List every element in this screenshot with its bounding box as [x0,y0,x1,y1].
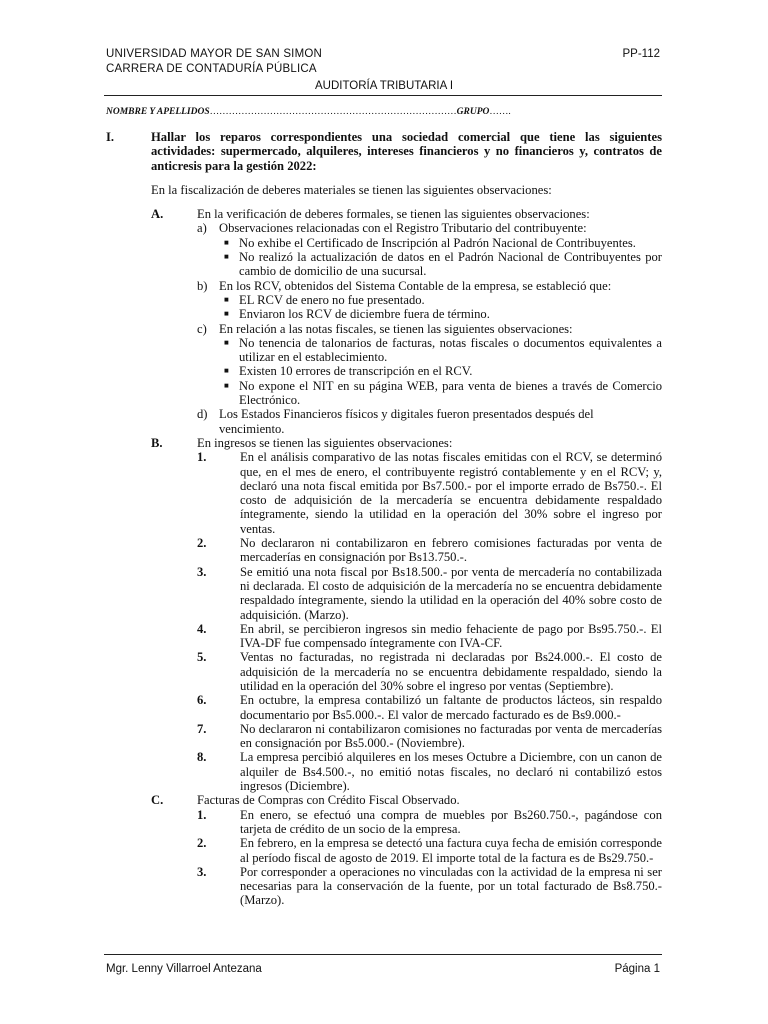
bullet-icon: ■ [224,380,229,390]
part-b-letter: B. [151,435,163,450]
list-item: 3. Por corresponder a operaciones no vinculadas con la actividad de la empresa ni ser necesarias para la conservación de la fuente, por un total facturado de Bs8.750.- (Marzo). [197,864,662,908]
section-title: Hallar los reparos correspondientes una sociedad comercial que tiene las siguientes actividades: supermercado, alquileres, intereses financieros y no financieros y, contratos de anticresis para la gestión 2022: [151,130,662,173]
list-item: ■ No tenencia de talonarios de facturas, notas fiscales o documentos equivalentes a utilizar en el establecimiento. [224,335,662,365]
list-item: a) Observaciones relacionadas con el Registro Tributario del contribuyente: [197,221,587,236]
list-item: ■ No expone el NIT en su página WEB, para venta de bienes a través de Comercio Electrónico. [224,378,662,408]
university-name: UNIVERSIDAD MAYOR DE SAN SIMON [106,48,323,60]
list-item: 1. En el análisis comparativo de las notas fiscales emitidas con el RCV, se determinó que, en el mes de enero, el contribuyente registró contablemente y en el RCV; y, declaró una nota fiscal emitida por Bs7.500.- por el importe errado de Bs750.-. El costo de adquisición de la mercadería se encuentra debidamente respaldado íntegramente, siendo la utilidad en la operación del 30% sobre el ingreso por ventas. [197,450,662,536]
part-c-heading [106,793,662,807]
list-item: 2. En febrero, en la empresa se detectó una factura cuya fecha de emisión corresponde al período fiscal de agosto de 2019. El importe total de la factura es de Bs29.750.- [197,836,662,865]
list-item: 1. En enero, se efectuó una compra de muebles por Bs260.750.-, pagándose con tarjeta de crédito de un socio de la empresa. [197,807,662,836]
bullet-icon: ■ [224,237,229,247]
list-item: 3. Se emitió una nota fiscal por Bs18.500.- por venta de mercadería no contabilizada ni declarada. El costo de adquisición de la mercadería no se encuentra debidamente respaldado íntegramente, siendo la utilidad en la operación del 40% sobre costo de adquisición. (Marzo). [197,564,662,622]
list-item: ■ No realizó la actualización de datos en el Padrón Nacional de Contribuyentes por cambio de domicilio de una sucursal. [224,250,662,279]
list-item: 2. No declararon ni contabilizaron en febrero comisiones facturadas por venta de mercaderías en consignación por Bs13.750.-. [197,536,662,565]
section-intro: En la fiscalización de deberes materiales se tienen las siguientes observaciones: [151,182,552,197]
footer-rule [104,954,662,955]
part-a-heading [106,207,662,221]
document-code: PP-112 [622,48,660,60]
career-name: CARRERA DE CONTADURÍA PÚBLICA [106,63,317,75]
list-item: 8. La empresa percibió alquileres en los meses Octubre a Diciembre, con un canon de alquiler de Bs4.500.-, no emitió notas fiscales, no declaró ni contabilizó estos ingresos (Diciembre). [197,750,662,794]
footer-author: Mgr. Lenny Villarroel Antezana [106,963,262,975]
section-number: I. [106,130,115,144]
name-label: NOMBRE Y APELLIDOS [106,107,210,117]
list-item: ■ Enviaron los RCV de diciembre fuera de término. [224,307,490,322]
part-c-text: Facturas de Compras con Crédito Fiscal Observado. [197,793,460,808]
list-item: d) Los Estados Financieros físicos y digitales fueron presentados después del vencimiento. [197,407,594,436]
section-heading [106,130,662,173]
list-item: b) En los RCV, obtenidos del Sistema Contable de la empresa, se estableció que: [197,278,612,293]
list-item: 6. En octubre, la empresa contabilizó un faltante de productos lácteos, sin respaldo documentario por Bs5.000.-. El valor de mercado facturado es de Bs9.000.- [197,693,662,722]
bullet-icon: ■ [224,294,229,304]
name-dots: …………………………………………………………………… [209,107,457,117]
list-item: ■ EL RCV de enero no fue presentado. [224,292,425,307]
page-number: Página 1 [614,963,660,975]
group-label: GRUPO [456,107,490,117]
part-a-letter: A. [151,207,164,222]
bullet-icon: ■ [224,309,229,319]
list-item: 5. Ventas no facturadas, no registrada ni declaradas por Bs24.000.-. El costo de adquisición de la mercadería no se encuentra debidamente respaldado, siendo la utilidad en la operación del 30% sobre el ingreso por ventas (Septiembre). [197,650,662,693]
bullet-icon: ■ [224,252,229,262]
bullet-icon: ■ [224,337,229,347]
document-body [106,130,662,908]
group-dots: ……. [489,107,511,117]
student-line [106,107,511,117]
part-a-text: En la verificación de deberes formales, se tienen las siguientes observaciones: [197,207,590,222]
part-b-heading [106,436,662,450]
course-title: AUDITORÍA TRIBUTARIA I [314,80,454,92]
header-rule [104,95,662,96]
bullet-icon: ■ [224,366,229,376]
list-item: c) En relación a las notas fiscales, se tienen las siguientes observaciones: [197,321,573,336]
list-item: 7. No declararon ni contabilizaron comisiones no facturadas por venta de mercaderías en consignación por Bs5.000.- (Noviembre). [197,721,662,751]
part-c-letter: C. [151,793,164,808]
list-item: ■ Existen 10 errores de transcripción en el RCV. [224,364,473,379]
list-item: 4. En abril, se percibieron ingresos sin medio fehaciente de pago por Bs95.750.-. El IVA-DF fue compensado íntegramente con IVA-CF. [197,621,662,651]
part-b-text: En ingresos se tienen las siguientes observaciones: [197,435,453,450]
list-item: ■ No exhibe el Certificado de Inscripción al Padrón Nacional de Contribuyentes. [224,235,636,250]
